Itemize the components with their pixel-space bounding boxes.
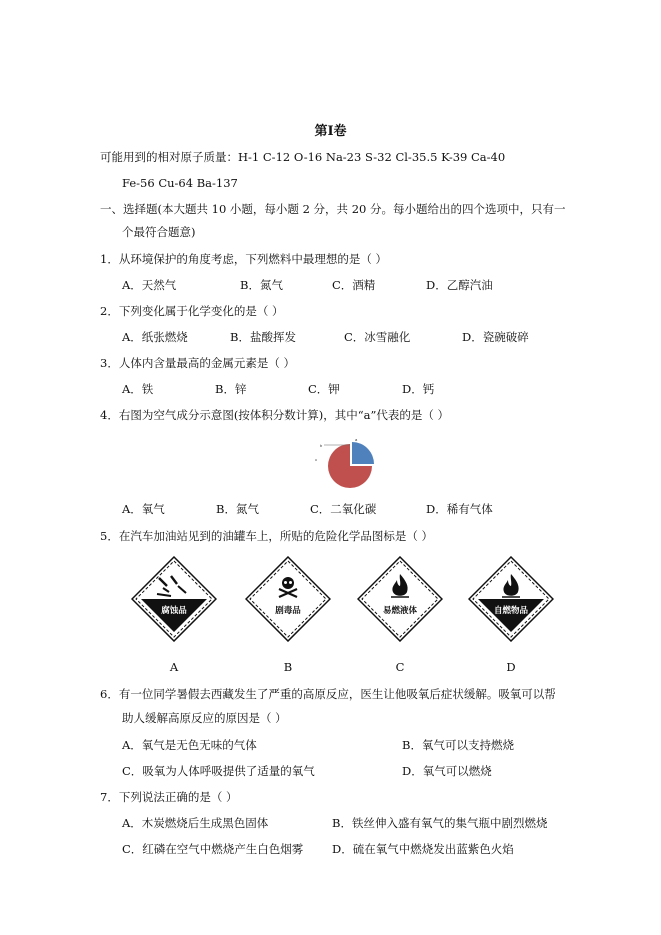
question-3-option-b: B．锌 — [215, 382, 247, 396]
hazard-sign-corrosive — [131, 556, 217, 642]
question-3-stem: 3．人体内含量最高的金属元素是（ ） — [100, 356, 295, 370]
pie-label-b: b — [320, 443, 323, 448]
question-4-option-c: C．二氧化碳 — [310, 502, 377, 516]
sign-d-text: 自燃物品 — [493, 606, 529, 616]
question-6-option-b: B．氧气可以支持燃烧 — [402, 738, 514, 752]
question-3-option-d: D．钙 — [402, 382, 435, 396]
question-7-option-c: C．红磷在空气中燃烧产生白色烟雾 — [122, 842, 304, 856]
question-1-option-b: B．氮气 — [240, 278, 283, 292]
question-2-option-a: A．纸张燃烧 — [122, 330, 188, 344]
hazard-sign-spontaneous-combustion — [468, 556, 554, 642]
question-6-option-d: D．氧气可以燃烧 — [402, 764, 492, 778]
question-6-stem-continued: 助人缓解高原反应的原因是（ ） — [122, 711, 287, 725]
question-3-option-a: A．铁 — [122, 382, 154, 396]
pie-slice-small — [352, 442, 374, 464]
question-4-stem: 4．右图为空气成分示意图(按体积分数计算)，其中“a”代表的是（ ） — [100, 408, 450, 422]
air-composition-pie-chart — [312, 436, 382, 496]
question-1-stem: 1．从环境保护的角度考虑，下列燃料中最理想的是（ ） — [100, 252, 387, 266]
question-3-option-c: C．钾 — [308, 382, 340, 396]
question-4-option-d: D．稀有气体 — [426, 502, 493, 516]
section-heading-line-2: 个最符合题意) — [122, 225, 196, 239]
question-6-option-a: A．氧气是无色无味的气体 — [122, 738, 257, 752]
question-2-stem: 2．下列变化属于化学变化的是（ ） — [100, 304, 284, 318]
sign-a-text: 腐蚀品 — [161, 606, 187, 616]
question-2-option-b: B．盐酸挥发 — [230, 330, 296, 344]
question-1-option-d: D．乙醇汽油 — [426, 278, 493, 292]
pie-marker-dot — [315, 459, 317, 461]
sign-c-letter: C — [395, 660, 405, 674]
question-2-option-c: C．冰雪融化 — [344, 330, 411, 344]
pie-label-a: a — [355, 437, 358, 442]
atomic-mass-line-1: 可能用到的相对原子质量：H-1 C-12 O-16 Na-23 S-32 Cl-35.5 K-39 Ca-40 — [100, 150, 506, 164]
page-title: 第Ⅰ卷 — [314, 124, 347, 139]
question-4-option-b: B．氮气 — [216, 502, 259, 516]
section-heading-line-1: 一、选择题(本大题共 10 小题，每小题 2 分，共 20 分。每小题给出的四个选项中，只有一 — [100, 202, 566, 216]
atomic-mass-line-2: Fe-56 Cu-64 Ba-137 — [122, 176, 238, 190]
hazard-sign-flammable-liquid — [357, 556, 443, 642]
sign-a-letter: A — [169, 660, 179, 674]
question-2-option-d: D．瓷碗破碎 — [462, 330, 529, 344]
question-7-option-b: B．铁丝伸入盛有氧气的集气瓶中剧烈燃烧 — [332, 816, 548, 830]
sign-d-letter: D — [506, 660, 516, 674]
question-7-stem: 7．下列说法正确的是（ ） — [100, 790, 238, 804]
sign-b-text: 剧毒品 — [275, 606, 301, 616]
question-5-stem: 5．在汽车加油站见到的油罐车上，所贴的危险化学品图标是（ ） — [100, 529, 433, 543]
question-1-option-a: A．天然气 — [122, 278, 177, 292]
hazard-sign-toxic — [245, 556, 331, 642]
question-1-option-c: C．酒精 — [332, 278, 376, 292]
question-4-option-a: A．氧气 — [122, 502, 165, 516]
question-6-option-c: C．吸氧为人体呼吸提供了适量的氧气 — [122, 764, 315, 778]
question-7-option-a: A．木炭燃烧后生成黑色固体 — [122, 816, 269, 830]
question-7-option-d: D．硫在氧气中燃烧发出蓝紫色火焰 — [332, 842, 514, 856]
sign-c-text: 易燃液体 — [382, 606, 418, 616]
question-6-stem: 6．有一位同学暑假去西藏发生了严重的高原反应，医生让他吸氧后症状缓解。吸氧可以帮 — [100, 687, 556, 701]
sign-b-letter: B — [283, 660, 293, 674]
